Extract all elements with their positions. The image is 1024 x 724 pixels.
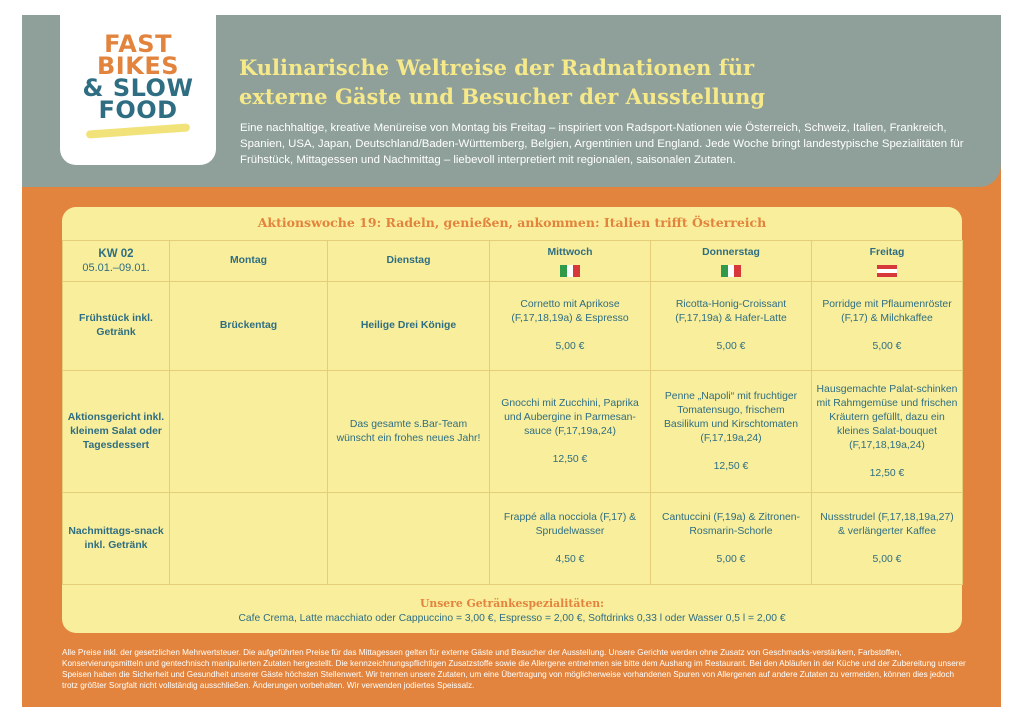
italy-flag-icon [560,265,580,277]
price: 12,50 € [552,453,588,465]
menu-cell [490,371,651,493]
day-header-monday [170,241,328,282]
price: 5,00 € [872,553,902,565]
day-header-wednesday [490,241,651,282]
menu-panel [62,207,962,633]
menu-cell [328,493,490,585]
day-header-friday [812,241,963,282]
dish-text: Penne „Napoli“ mit fruchtiger Tomatensugo, frischem Basilikum und Kirschtomaten (F,17,19a,24) [664,390,798,444]
dish-text: Hausgemachte Palat-schinken mit Rahmgemüse und frischen Kräutern gefüllt, dazu ein kleines Salat-bouquet (F,17,18,19a,24) [816,383,958,451]
row-label: Frühstück inkl. Getränk [63,282,170,371]
row-label: Nachmittags-snack inkl. Getränk [63,493,170,585]
page-title [239,53,979,111]
dish-text: Frappé alla nocciola (F,17) & Sprudelwasser [503,511,637,537]
logo-line-food: FOOD [98,96,178,124]
logo [60,15,216,165]
logo-line-fast: FAST [104,30,172,58]
menu-cell [812,493,963,585]
beverages-text: Cafe Crema, Latte macchiato oder Cappuccino = 3,00 €, Espresso = 2,00 €, Softdrinks 0,33 l oder Wasser 0,5 l = 2,00 € [238,613,786,624]
week-number: KW 02 [98,248,134,260]
week-title: Aktionswoche 19: Radeln, genießen, ankommen: Italien trifft Österreich [257,215,767,230]
dish-text: Gnocchi mit Zucchini, Paprika und Aubergine in Parmesan-sauce (F,17,19a,24) [501,397,639,437]
week-cell [63,241,170,282]
table-row-breakfast [63,282,963,371]
price: 5,00 € [555,341,585,352]
table-row-lunch [63,371,963,493]
menu-cell [170,493,328,585]
menu-table [62,240,963,585]
price: 5,00 € [716,553,746,565]
table-header-row [63,241,963,282]
intro-text: Eine nachhaltige, kreative Menüreise von Montag bis Freitag – inspiriert von Radsport-Nationen wie Österreich, Schweiz, Italien, Frankreich, Spanien, USA, Japan, Deutschland/Baden-Württemberg, Belgien, Argentinien und England. Jede Woche bringt landestypische Spezialitäten für Frühstück, Mittagessen und Nachmittag – liebevoll interpretiert mit regionalen, saisonalen Zutaten. [240,122,964,166]
menu-cell [812,282,963,371]
day-name: Dienstag [386,255,431,266]
day-name: Montag [230,255,267,266]
beverages-title: Unsere Getränkespezialitäten: [419,597,605,610]
table-row-snack [63,493,963,585]
menu-cell: Brückentag [170,282,328,371]
menu-cell [490,493,651,585]
austria-flag-icon [877,265,897,277]
dish-text: Nussstrudel (F,17,18,19a,27) & verlängerter Kaffee [820,511,954,537]
menu-page [22,15,1001,707]
italy-flag-icon [721,265,741,277]
day-name: Freitag [869,246,905,258]
logo-swoosh [86,123,190,138]
dish-text: Porridge mit Pflaumenröster (F,17) & Milchkaffee [822,299,952,324]
price: 4,50 € [555,553,585,565]
footer-disclaimer: Alle Preise inkl. der gesetzlichen Mehrwertsteuer. Die aufgeführten Preise für das Mittagessen gelten für externe Gäste und Besucher der Ausstellung. Unsere Gerichte werden ohne Zusatz von Geschmacks-verstärkern, Farbstoffen, Konservierungsmitteln und gentechnisch manipulierten Zutaten hergestellt. Die kennzeichnungspflichtigen Zusatzstoffe sowie die Allergene entnehmen sie bitte dem Aushang im Restaurant. Bei den Abläufen in der Küche und der Zubereitung unserer Speisen haben die Sicherheit und Gesundheit unserer Gäste höchsten Stellenwert. Wir trennen unsere Zutaten, um eine Übertragung von möglicherweise vorhandenen Spuren von Allergenen auf andere Zutaten zu vermeiden, können dies jedoch trotz größter Sorgfalt nicht vollständig ausschließen. Änderungen vorbehalten. Wir verwenden jodiertes Speissalz. [62,648,966,690]
menu-cell [170,371,328,493]
day-name: Mittwoch [547,246,593,258]
title-line-1: Kulinarische Weltreise der Radnationen für [239,55,755,80]
dish-text: Ricotta-Honig-Croissant (F,17,19a) & Hafer-Latte [675,299,787,324]
dish-text: Cornetto mit Aprikose (F,17,18,19a) & Espresso [511,299,629,324]
price: 12,50 € [869,467,905,479]
price: 5,00 € [872,341,902,352]
logo-line-bikes: BIKES [97,52,179,80]
menu-cell [490,282,651,371]
menu-cell: Das gesamte s.Bar-Team wünscht ein frohes neues Jahr! [328,371,490,493]
logo-line-slow: & SLOW [82,74,194,102]
day-header-thursday [651,241,812,282]
row-label: Aktionsgericht inkl. kleinem Salat oder Tagesdessert [63,371,170,493]
menu-cell [651,371,812,493]
menu-cell [651,282,812,371]
dish-text: Cantuccini (F,19a) & Zitronen-Rosmarin-Schorle [661,511,801,537]
day-name: Donnerstag [702,246,760,258]
price: 12,50 € [713,460,749,472]
price: 5,00 € [716,341,746,352]
day-header-tuesday [328,241,490,282]
menu-cell [812,371,963,493]
title-line-2: externe Gäste und Besucher der Ausstellung [239,84,766,109]
menu-cell [651,493,812,585]
week-dates: 05.01.–09.01. [82,262,150,274]
menu-cell: Heilige Drei Könige [328,282,490,371]
header-band [22,15,1001,187]
